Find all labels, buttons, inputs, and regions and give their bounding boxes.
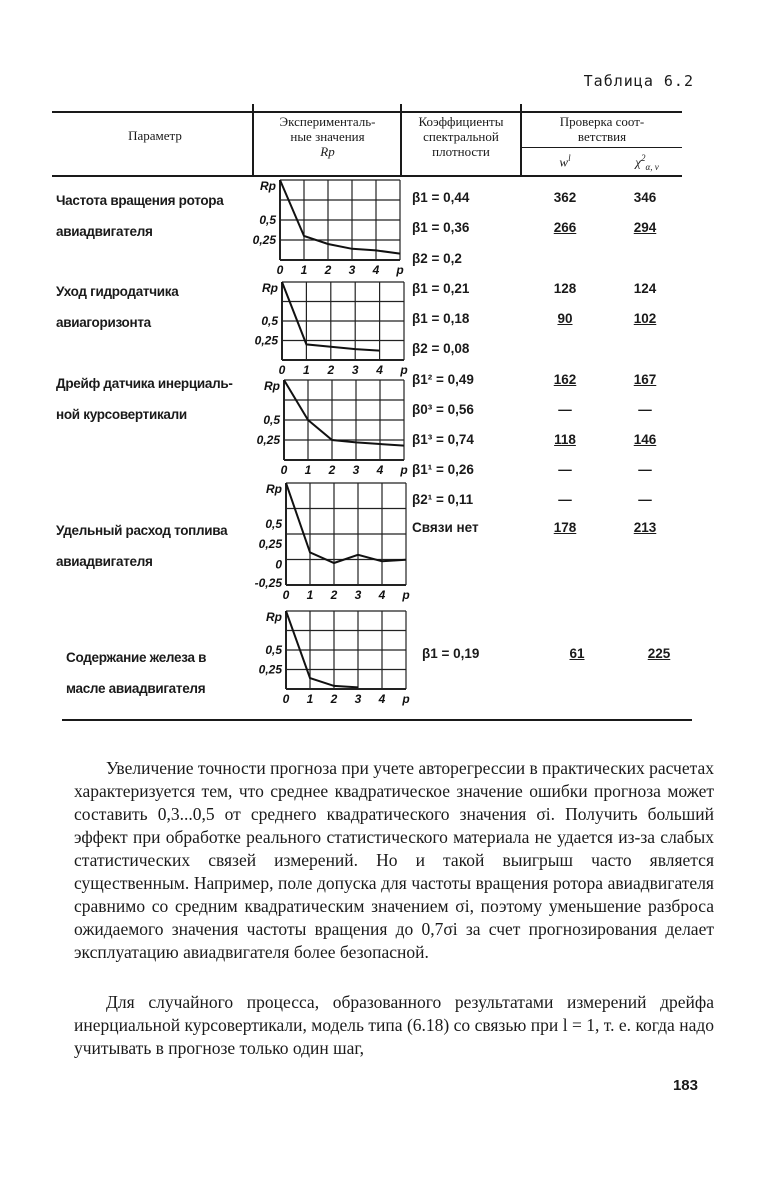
paragraph-1-text: Увеличение точности прогноза при учете авторегрессии в практических расчетах характеризуется тем, что среднее квадратическое значение ошибки прогноза может составить 0,3...0,5 от среднего квадратического значения σi. Получить больший эффект при обработке реального статистического материала не удается из-за слабых статистических связей измерений. Но и такой выигрыш часто является существенным. Например, поле допуска для частоты вращения ротора авиадвигателя сравнимо со средним квадратическим значением σi, поэтому уменьшение разброса ожидаемого значения частоты вращения до 0,7σi за счет прогнозирования делает эксплуатацию авиадвигателя более безопасной. [74, 758, 714, 962]
chart3-xlabel: 1 [304, 463, 312, 477]
row3-coef-3: β1³ = 0,74 [412, 432, 474, 447]
row2-w-2: 90 [557, 311, 573, 326]
chart5-xlabel: 0 [282, 692, 290, 706]
row1-coef-1: β1 = 0,44 [412, 190, 470, 205]
header-check-line-2: ветствия [577, 129, 627, 144]
header-check-line-1: Проверка соот- [559, 114, 645, 129]
row2-param-line-1: Уход гидродатчика [56, 284, 179, 299]
table-caption: Таблица 6.2 [583, 72, 694, 90]
chart4-ylabel: 0,25 [258, 537, 282, 552]
row3-chi-4: — [638, 462, 652, 477]
row1-chi-2: 294 [633, 220, 657, 235]
chart1-xlabel: 1 [300, 263, 308, 277]
paragraph-1 [74, 757, 714, 964]
header-chi-label: χ [635, 154, 641, 170]
row3-chi-2: — [638, 402, 652, 417]
chart1-xlabel: 3 [348, 263, 356, 277]
row3-coef-1: β1² = 0,49 [412, 372, 474, 387]
chart2-xlabel: 3 [351, 363, 359, 377]
row1-param-line-1: Частота вращения ротора [56, 193, 224, 208]
chart5-ylabel: 0,25 [258, 662, 282, 677]
row3-chi-1: 167 [633, 372, 657, 387]
chart3-ylabel: Rp [264, 379, 280, 393]
row2-chi-1: 124 [633, 281, 657, 296]
chart4-ylabel: Rp [266, 482, 282, 496]
chart1-ylabel: 0,25 [252, 233, 276, 247]
chart1-xlabel: 4 [372, 263, 380, 277]
chart3-xlabel: 3 [352, 463, 360, 477]
chart2-xlabel: 4 [376, 363, 383, 377]
chart4-ylabel: 0 [275, 557, 282, 572]
row3-w-5: — [558, 492, 572, 507]
chart2-xlabel: p [400, 363, 408, 377]
row4-chi-1: 213 [633, 520, 657, 535]
row4-param-line-2: авиадвигателя [56, 554, 153, 569]
chart5-xlabel: 3 [354, 692, 362, 706]
chart5-xlabel: 2 [330, 692, 338, 706]
header-chi-sup: 2 [641, 153, 646, 163]
row4-coef-1: Связи нет [412, 520, 479, 535]
paragraph-2 [74, 991, 714, 1060]
chart2-ylabel: 0,25 [254, 333, 278, 348]
chart5-curve [286, 611, 358, 687]
chart4-xlabel: 3 [354, 588, 362, 602]
chart5-xlabel: 4 [378, 692, 386, 706]
chart3-xlabel: 4 [376, 463, 384, 477]
chart1-xlabel: 0 [276, 263, 284, 277]
chart5-ylabel: Rp [266, 610, 282, 624]
row3-coef-4: β1¹ = 0,26 [412, 462, 474, 477]
chart2-xlabel: 2 [327, 363, 335, 377]
chart2-ylabel: 0,5 [261, 314, 278, 328]
chart2-ylabel: Rp [262, 281, 278, 295]
chart1-curve [280, 180, 400, 254]
row3-param-line-1: Дрейф датчика инерциаль- [56, 376, 233, 391]
row3-param-line-2: ной курсовертикали [56, 407, 187, 422]
chart3-curve [284, 380, 404, 446]
chart3-xlabel: 0 [280, 463, 288, 477]
chart3-xlabel: 2 [328, 463, 336, 477]
header-exp-line-2: ные значения [290, 129, 365, 144]
row1-coef-2: β1 = 0,36 [412, 220, 470, 235]
header-chi-sub: α, ν [645, 161, 659, 172]
row5-chi-1: 225 [647, 646, 671, 661]
chart4-xlabel: 1 [306, 588, 314, 602]
header-exp-line-1: Эксперименталь- [279, 114, 376, 129]
row1-w-1: 362 [553, 190, 577, 205]
row2-coef-2: β1 = 0,18 [412, 311, 470, 326]
row1-param-line-2: авиадвигателя [56, 224, 153, 239]
header-exp-line-3: Rp [320, 144, 335, 159]
row5-param-line-2: масле авиадвигателя [66, 681, 206, 696]
row2-coef-3: β2 = 0,08 [412, 341, 470, 356]
row1-chi-1: 346 [633, 190, 657, 205]
chart4-xlabel: p [402, 588, 410, 602]
chart4-xlabel: 0 [282, 588, 290, 602]
header-w-sup: l [568, 153, 571, 163]
chart1-xlabel: p [396, 263, 404, 277]
chart1-xlabel: 2 [324, 263, 332, 277]
paragraph-2-text: Для случайного процесса, образованного результатами измерений дрейфа инерциальной курсовертикали, модель типа (6.18) со связью при l = 1, т. е. когда надо учитывать в прогнозе только один шаг, [74, 992, 714, 1058]
header-coef-line-3: плотности [432, 144, 490, 159]
row3-coef-5: β2¹ = 0,11 [412, 492, 474, 507]
chart4-curve [286, 483, 406, 563]
row4-w-1: 178 [553, 520, 577, 535]
chart3-ylabel: 0,5 [263, 413, 280, 427]
row3-coef-2: β0³ = 0,56 [412, 402, 474, 417]
chart1-ylabel: 0,5 [259, 213, 276, 227]
chart3-ylabel: 0,25 [256, 433, 280, 447]
header-w-label: w [559, 154, 569, 170]
page-number: 183 [672, 1077, 698, 1094]
header-coef-line-1: Коэффициенты [418, 114, 504, 129]
chart2-xlabel: 0 [278, 363, 286, 377]
chart5-xlabel: p [402, 692, 410, 706]
row3-w-1: 162 [553, 372, 577, 387]
chart3-xlabel: p [400, 463, 408, 477]
chart1-ylabel: Rp [260, 179, 276, 193]
chart4-ylabel: -0,25 [254, 576, 282, 590]
row2-w-1: 128 [553, 281, 577, 296]
row3-w-4: — [558, 462, 572, 477]
row2-coef-1: β1 = 0,21 [412, 281, 470, 296]
chart4-xlabel: 2 [330, 588, 338, 602]
header-param: Параметр [128, 128, 182, 143]
row1-w-2: 266 [553, 220, 577, 235]
chart5-ylabel: 0,5 [265, 643, 282, 657]
header-coef-line-2: спектральной [423, 129, 499, 144]
row2-param-line-2: авиагоризонта [56, 315, 151, 330]
row3-chi-3: 146 [633, 432, 657, 447]
row5-coef-1: β1 = 0,19 [422, 646, 480, 661]
row3-w-2: — [558, 402, 572, 417]
row1-coef-3: β2 = 0,2 [412, 251, 462, 266]
chart4-ylabel: 0,5 [265, 516, 282, 531]
row4-param-line-1: Удельный расход топлива [56, 523, 228, 538]
row3-chi-5: — [638, 492, 652, 507]
chart5-xlabel: 1 [306, 692, 314, 706]
chart4-xlabel: 4 [378, 588, 386, 602]
row5-param-line-1: Содержание железа в [66, 650, 207, 665]
row5-w-1: 61 [569, 646, 585, 661]
row3-w-3: 118 [554, 432, 576, 447]
chart2-xlabel: 1 [303, 363, 310, 377]
row2-chi-2: 102 [633, 311, 657, 326]
